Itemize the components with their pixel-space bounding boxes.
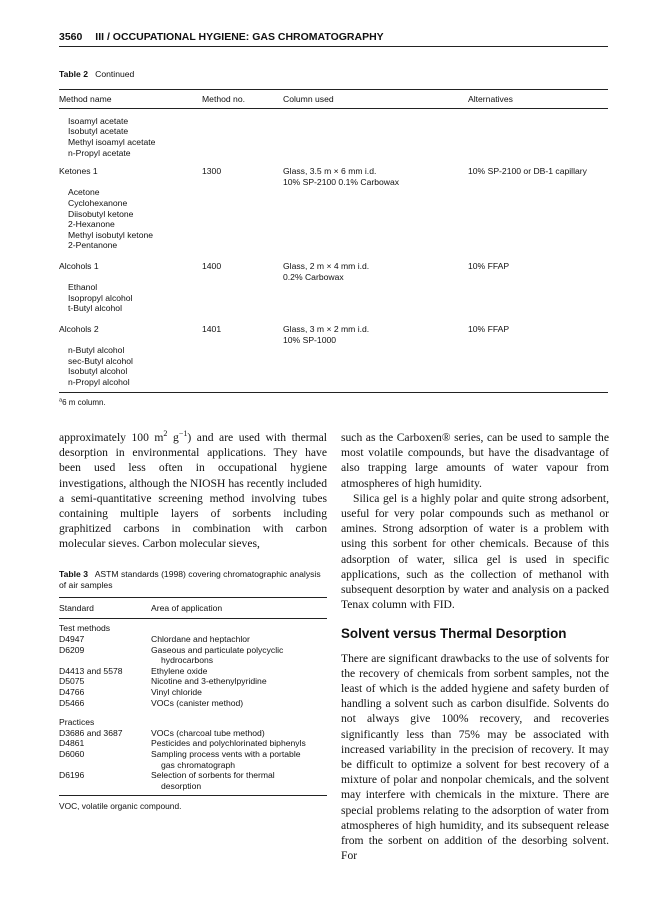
table-3-caption [59, 569, 327, 590]
compound-name: Isoamyl acetate [68, 115, 129, 126]
list-item [59, 219, 608, 230]
table-3-bottom-rule [59, 795, 327, 796]
list-item [59, 366, 608, 377]
page-number: 3560 [59, 31, 83, 43]
running-head [59, 31, 608, 43]
list-item [59, 282, 608, 293]
table-row [59, 166, 608, 177]
table-row [59, 698, 327, 709]
list-item [59, 345, 608, 356]
section-heading: Solvent versus Thermal Desorption [341, 626, 567, 642]
area-of-application [151, 645, 327, 666]
alternatives: 10% FFAP [468, 323, 510, 334]
table-2-caption [59, 69, 608, 80]
area-line-continued: desorption [161, 780, 202, 791]
standard-code: D4766 [59, 687, 85, 698]
text-run: g [167, 431, 179, 444]
table-row [59, 634, 327, 645]
list-item [59, 116, 608, 127]
compound-name: n-Propyl acetate [68, 147, 131, 158]
section-test-methods: Test methods [59, 623, 111, 634]
list-item [59, 303, 608, 314]
table-2-caption-text: Continued [95, 69, 135, 79]
alternatives: 10% SP-2100 or DB-1 capillary [468, 166, 587, 177]
compound-name: Ethanol [68, 282, 98, 293]
method-name: Alcohols 2 [59, 323, 99, 334]
list-item [59, 209, 608, 220]
compound-name: Isopropyl alcohol [68, 292, 133, 303]
compound-name: Methyl isoamyl acetate [68, 137, 156, 148]
text-run: approximately 100 m [59, 431, 164, 444]
table-2-group-alcohols-2 [59, 324, 608, 388]
header-rule [59, 46, 608, 47]
table-2-group-ketones-1 [59, 166, 608, 251]
standard-code: D5466 [59, 697, 85, 708]
col-header-method-name: Method name [59, 93, 112, 104]
area-of-application: VOCs (charcoal tube method) [151, 727, 265, 738]
compound-name: Isobutyl alcohol [68, 366, 128, 377]
column-used: Glass, 3.5 m × 6 mm i.d. [283, 166, 377, 177]
paragraph: Silica gel is a highly polar and quite strong adsorbent, useful for very polar compounds such as methanol or amines. Strong adsorption of water is a problem with using this sorbent for other chemicals. Because of this adsorption of water, silica gel is used in specific applications, such as the collection of methanol with subsequent desorption by water and analysis on a packed Tenax column with FID. [341, 491, 609, 612]
standard-code: D3686 and 3687 [59, 727, 123, 738]
list-item [59, 240, 608, 251]
standard-code: D4413 and 5578 [59, 665, 123, 676]
compound-name: Isobutyl acetate [68, 126, 129, 137]
area-line: Sampling process vents with a portable [151, 749, 301, 760]
table-3-header-row [59, 598, 327, 618]
footnote-mark: a [59, 396, 63, 403]
area-of-application [151, 749, 327, 770]
method-no: 1300 [202, 166, 222, 177]
column-used: Glass, 3 m × 2 mm i.d. [283, 323, 370, 334]
paragraph: There are significant drawbacks to the use of solvents for the recovery of chemicals from sorbent samples, not the least of which is the added hygiene and safety burden of handling a solvent such as carbon disulfide. Solvents do not always give 100% recovery, and recoveries significantly less than 75% may be associated with increased variability in the precision of recovery. It may be difficult to optimize a solvent for best recovery of a mixture of polar and nonpolar chemicals, and the solvent may interfere with chemicals in the mixture. There are special problems relating to the adsorption of water from atmospheres of high humidity, and its subsequent release from the sorbent on addition of the desorbing solvent. For [341, 651, 609, 863]
text-run: ) and are used with thermal desorption in environmental applications. They have been used less often in occupational hygiene investigations, although the NIOSH has recently included a semi-quantitative screening method involving tubes containing multiple layers of sorbents including graphitized carbons in combination with carbon molecular sieves. Carbon molecular sieves, [59, 431, 327, 551]
table-row [59, 728, 327, 739]
alternatives: 10% FFAP [468, 261, 510, 272]
table-row [59, 177, 608, 188]
running-title: III / OCCUPATIONAL HYGIENE: GAS CHROMATOGRAPHY [95, 31, 384, 43]
table-row [59, 666, 327, 677]
table-2-footnote [59, 398, 608, 409]
standard-code: D4861 [59, 738, 85, 749]
compound-name: Acetone [68, 187, 100, 198]
method-no: 1400 [202, 261, 222, 272]
compound-name: n-Butyl alcohol [68, 345, 125, 356]
col-header-alternatives: Alternatives [468, 93, 513, 104]
list-item [59, 137, 608, 148]
compound-name: t-Butyl alcohol [68, 303, 122, 314]
left-column [59, 430, 327, 552]
table-row [59, 261, 608, 272]
standard-code: D6209 [59, 644, 85, 655]
right-column [341, 430, 609, 863]
table-row [59, 687, 327, 698]
standard-code: D6060 [59, 749, 85, 760]
list-item [59, 356, 608, 367]
col-header-column-used: Column used [283, 93, 334, 104]
table-2-group-alcohols-1 [59, 261, 608, 314]
compound-name: 2-Hexanone [68, 219, 115, 230]
table-2-header-row [59, 90, 608, 108]
list-item [59, 148, 608, 159]
method-name: Ketones 1 [59, 166, 98, 177]
area-line-continued: hydrocarbons [161, 655, 214, 666]
table-row [59, 738, 327, 749]
list-item [59, 198, 608, 209]
column-used-line2: 10% SP-2100 0.1% Carbowax [283, 176, 400, 187]
compound-name: Diisobutyl ketone [68, 208, 134, 219]
paragraph [59, 430, 327, 552]
standard-code: D4947 [59, 634, 85, 645]
section-practices: Practices [59, 717, 95, 728]
superscript: 2 [163, 429, 168, 439]
table-3-header-rule [59, 618, 327, 619]
table-3-footnote: VOC, volatile organic compound. [59, 801, 182, 812]
list-item [59, 293, 608, 304]
col-header-method-no: Method no. [202, 93, 245, 104]
table-row [59, 272, 608, 283]
table-2-bottom-rule [59, 392, 608, 393]
list-item [59, 187, 608, 198]
area-of-application: VOCs (canister method) [151, 697, 244, 708]
list-item [59, 377, 608, 388]
area-of-application: Nicotine and 3-ethenylpyridine [151, 676, 267, 687]
area-line-continued: gas chromatograph [161, 759, 236, 770]
footnote-text: 6 m column. [62, 397, 106, 407]
col-header-standard: Standard [59, 603, 94, 614]
paragraph: such as the Carboxen® series, can be used to sample the most volatile compounds, but have the disadvantage of also trapping large amounts of water vapour from atmospheres of high humidity. [341, 431, 609, 490]
table-row [59, 335, 608, 346]
column-used-line2: 0.2% Carbowax [283, 271, 344, 282]
area-of-application: Chlordane and heptachlor [151, 634, 250, 645]
method-name: Alcohols 1 [59, 261, 99, 272]
compound-name: n-Propyl alcohol [68, 376, 130, 387]
table-row [59, 324, 608, 335]
area-line: Selection of sorbents for thermal [151, 770, 275, 781]
area-of-application [151, 770, 327, 791]
col-header-area: Area of application [151, 603, 223, 614]
method-no: 1401 [202, 323, 222, 334]
compound-name: Cyclohexanone [68, 198, 128, 209]
table-3 [59, 569, 327, 812]
area-of-application: Ethylene oxide [151, 665, 208, 676]
table-2-continued-group [59, 116, 608, 158]
table-row [59, 749, 327, 770]
area-of-application: Vinyl chloride [151, 687, 202, 698]
table-row [59, 770, 327, 791]
table-3-caption-text: ASTM standards (1998) covering chromatographic analysis of air samples [59, 569, 321, 590]
table-2 [59, 69, 608, 408]
area-of-application: Pesticides and polychlorinated biphenyls [151, 738, 306, 749]
compound-name: 2-Pentanone [68, 240, 118, 251]
table-3-label: Table 3 [59, 569, 88, 579]
standard-code: D6196 [59, 770, 85, 781]
compound-name: sec-Butyl alcohol [68, 355, 133, 366]
list-item [59, 126, 608, 137]
list-item [59, 230, 608, 241]
area-line: Gaseous and particulate polycyclic [151, 644, 284, 655]
column-used: Glass, 2 m × 4 mm i.d. [283, 261, 370, 272]
superscript: −1 [178, 429, 188, 439]
column-used-line2: 10% SP-1000 [283, 334, 337, 345]
table-row [59, 645, 327, 666]
table-row [59, 676, 327, 687]
table-2-label: Table 2 [59, 69, 88, 79]
standard-code: D5075 [59, 676, 85, 687]
compound-name: Methyl isobutyl ketone [68, 229, 154, 240]
